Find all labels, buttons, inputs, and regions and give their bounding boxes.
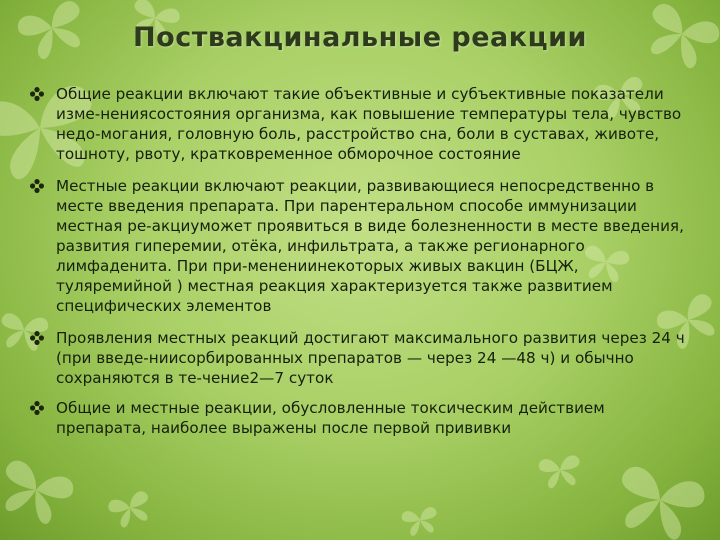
butterfly-icon [401,506,440,537]
butterfly-icon [538,454,583,489]
butterfly-icon [0,457,77,529]
bullet-item [30,84,698,164]
bullet-text: Общие реакции включают такие объективные и субъективные показатели изме-нениясостояния организма, как повышение температуры тела, чувство недо-могания, головную боль, расстройство сна, боли в суставах, животе, тошноту, рвоту, кратковременное обморочное состояние [56,85,682,163]
slide-title: Поствакцинальные реакции [133,22,587,53]
butterfly-icon [610,464,708,540]
bullet-item [30,328,698,388]
butterfly-icon [106,489,154,530]
bullet-list [30,84,698,450]
bullet-text: Местные реакции включают реакции, развивающиеся непосредственно в месте введения препарата. При парентеральном способе иммунизации местная ре-акциуможет проявиться в виде болезненности в месте введения, развития гиперемии, отёка, инфильтрата, а также регионарного лимфаденита. При при-менениинекоторых живых вакцин (БЦЖ, туляремийной ) местная реакция характеризуется также развитием специфических элементов [56,177,684,315]
flower-bullet-icon [30,331,44,345]
bullet-item [30,398,698,438]
bullet-item [30,176,698,316]
bullet-text: Общие и местные реакции, обусловленные токсическим действием препарата, наиболее выражены после первой прививки [56,399,605,437]
flower-bullet-icon [30,401,44,415]
bullet-text: Проявления местных реакций достигают максимального развития через 24 ч (при введе-ниисорбированных препаратов — через 24 —48 ч) и обычно сохраняются в те-чение2—7 суток [56,329,685,387]
flower-bullet-icon [30,179,44,193]
flower-bullet-icon [30,87,44,101]
